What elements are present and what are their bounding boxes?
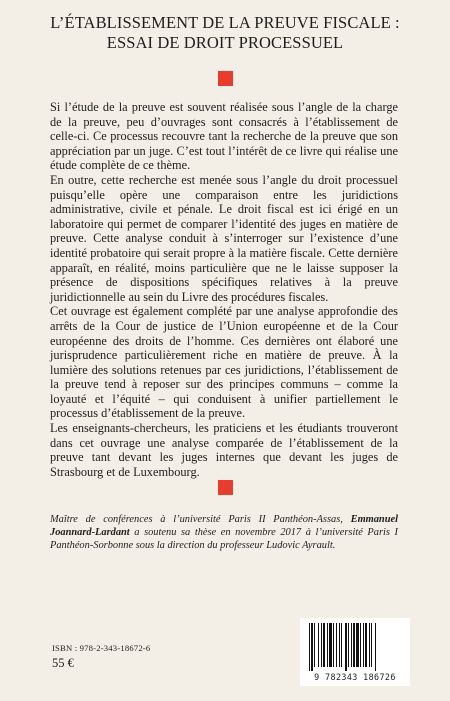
paragraph: Les enseignants-chercheurs, les praticiens et les étudiants trouveront dans cet ouvrage une analyse comparée de l’établissement de la preuve tant devant les juges internes que devant les juges de Strasbourg et de Luxembourg. <box>50 421 398 479</box>
title-line-1: L’ÉTABLISSEMENT DE LA PREUVE FISCALE : <box>50 13 400 32</box>
paragraph: En outre, cette recherche est menée sous l’angle du droit processuel puisqu’elle opère une comparaison entre les juridictions administrative, civile et pénale. Le droit fiscal est ici érigé en un laboratoire qui permet de comparer l’identité des juges en matière de preuve. Cette analyse conduit à s’interroger sur l’existence d’une identité probatoire qui serait propre à la matière fiscale. Cette dernière apparaît, en réalité, moins particulière que ne le laisse supposer la présence de dispositions spécifiques relatives à la preuve juridictionnelle au sein du Livre des procédures fiscales. <box>50 172 398 304</box>
price: 55 € <box>52 656 74 670</box>
paragraph: Si l’étude de la preuve est souvent réalisée sous l’angle de la charge de la preuve, peu d’ouvrages sont consacrés à l’établissement de celle-ci. Ce processus recouvre tant la recherche de la preuve que son appréciation par un juge. C’est tout l’intérêt de ce livre qui réalise une étude complète de ce thème. <box>50 100 398 173</box>
book-title <box>20 13 430 53</box>
paragraph: Cet ouvrage est également complété par une analyse approfondie des arrêts de la Cour de justice de l’Union européenne et de la Cour européenne des droits de l’homme. Ces dernières ont élaboré une jurisprudence particulièrement riche en matière de preuve. À la lumière des solutions retenues par ces juridictions, l’établissement de la preuve tend à reposer sur des principes communs – comme la loyauté et l’équité – qui conduisent à unifier partiellement le processus d’établissement de la preuve. <box>50 304 398 421</box>
author-bio-text: a soutenu sa thèse en novembre 2017 à l’université Paris I Panthéon-Sorbonne sous la direction du professeur Ludovic Ayrault. <box>50 527 398 552</box>
barcode-number: 9 782343 186726 <box>314 672 396 682</box>
red-square-icon <box>218 480 233 495</box>
title-line-2: ESSAI DE DROIT PROCESSUEL <box>106 33 344 52</box>
barcode <box>300 618 410 686</box>
author-bio <box>50 513 398 553</box>
author-bio-text: Maître de conférences à l’université Paris II Panthéon-Assas, <box>50 514 351 525</box>
summary-text <box>50 100 398 479</box>
red-square-icon <box>218 71 233 86</box>
barcode-icon <box>307 623 403 671</box>
isbn: ISBN : 978-2-343-18672-6 <box>52 643 151 653</box>
author-name: Emmanuel Joannard-Lardant <box>50 514 398 539</box>
